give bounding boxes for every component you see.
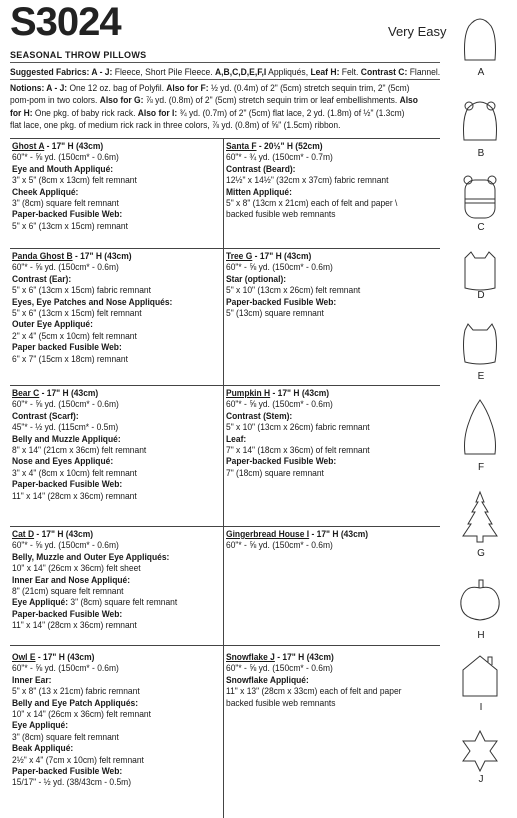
- suggested-fabrics: [10, 66, 441, 78]
- notions-text: One 12 oz. bag of Polyfil.: [67, 83, 167, 93]
- notions-also: for H:: [10, 107, 33, 118]
- grid-row-divider: [10, 385, 440, 386]
- item-heading: Inner Ear:: [12, 674, 52, 685]
- item-value: 3" (8cm) square felt remnant: [68, 597, 178, 608]
- panda-ghost-outline-icon: [457, 96, 503, 144]
- fabric-yardage: 60"* - ⅝ yd. (150cm* - 0.6m): [226, 399, 333, 410]
- item-heading: Cheek Appliqué:: [12, 186, 79, 197]
- notions-also: Also: [399, 95, 418, 106]
- view-letter: J: [478, 774, 484, 785]
- item-heading: Belly and Muzzle Appliqué:: [12, 433, 121, 444]
- item-heading: Star (optional):: [226, 273, 287, 284]
- item-value: 3" (8cm) square felt remnant: [12, 731, 119, 742]
- difficulty-label: Very Easy: [388, 24, 447, 39]
- item-value: 5" (13cm) square remnant: [226, 308, 324, 319]
- pumpkin-outline-icon: [457, 576, 503, 626]
- section-name: Pumpkin H: [226, 388, 271, 398]
- item-heading: Snowflake Appliqué:: [226, 674, 309, 685]
- section-tree-g: [226, 251, 423, 319]
- section-size: - 17" H (43cm): [270, 388, 330, 398]
- section-owl-e: [12, 652, 209, 789]
- snowflake-outline-icon: [457, 728, 503, 774]
- title-rule: [10, 62, 440, 63]
- item-heading: Leaf:: [226, 433, 247, 444]
- item-heading: Belly, Muzzle and Outer Eye Appliqués:: [12, 551, 170, 562]
- section-size: - 17" H (43cm): [44, 141, 104, 151]
- section-name: Panda Ghost B: [12, 251, 73, 261]
- ghost-outline-icon: [457, 14, 503, 64]
- section-size: - 17" H (43cm): [35, 652, 95, 662]
- item-heading: Paper-backed Fusible Web:: [12, 479, 123, 490]
- cat-outline-icon: [457, 248, 503, 294]
- item-heading: Eye Appliqué:: [12, 597, 69, 608]
- item-value: 3" x 5" (8cm x 13cm) felt remnant: [12, 175, 137, 186]
- tree-outline-icon: [457, 490, 503, 546]
- item-value: 10" x 14" (26cm x 36cm) felt sheet: [12, 563, 141, 574]
- suggested-bold: Leaf H:: [310, 67, 340, 77]
- section-panda-ghost-b: [12, 251, 209, 365]
- fabric-yardage: 60"* - ⅝ yd. (150cm* - 0.6m): [12, 262, 119, 273]
- item-value: 2½" x 4" (7cm x 10cm) felt remnant: [12, 754, 144, 765]
- notions-lead: Notions: A - J:: [10, 83, 68, 93]
- section-name: Gingerbread House I: [226, 529, 310, 539]
- item-heading: Paper backed Fusible Web:: [12, 342, 122, 353]
- section-size: - 17" H (43cm): [274, 652, 334, 662]
- notions-text: ½ yd. (0.4m) of 2" (5cm) stretch sequin trim, 2" (5cm): [208, 83, 410, 93]
- fabric-yardage: 60"* - ¾ yd. (150cm* - 0.7m): [226, 152, 333, 163]
- item-heading: Paper-backed Fusible Web:: [12, 766, 123, 777]
- section-name: Cat D: [12, 529, 35, 539]
- section-ghost-a: [12, 141, 209, 232]
- suggested-lead: Suggested Fabrics: A - J:: [10, 67, 113, 77]
- item-value: 10" x 14" (26cm x 36cm) felt remnant: [12, 709, 151, 720]
- suggested-bold: A,B,C,D,E,F,I: [214, 67, 267, 77]
- section-cat-d: [12, 529, 209, 632]
- notions-text: ¾ yd. (0.7m) of 2" (5cm) flat lace, 2 yd. (1.8m) of ½" (1.3cm): [177, 107, 405, 118]
- item-value: backed fusible web remnants: [226, 209, 336, 220]
- item-value: 6" x 7" (15cm x 18cm) remnant: [12, 353, 128, 364]
- santa-outline-icon: [457, 398, 503, 460]
- section-size: - 17" H (43cm): [34, 529, 94, 539]
- item-heading: Contrast (Scarf):: [12, 410, 79, 421]
- notions-text: ⅞ yd. (0.8m) of 2" (5cm) stretch sequin trim or leaf embellishments.: [143, 95, 400, 106]
- notions-also: Also for F:: [166, 83, 209, 93]
- item-value: 11" x 13" (28cm x 33cm) each of felt and paper: [226, 686, 402, 697]
- item-heading: Contrast (Beard):: [226, 163, 296, 174]
- section-bear-c: [12, 388, 209, 502]
- suggested-text: Flannel.: [407, 67, 441, 77]
- section-size: - 17" H (43cm): [252, 251, 312, 261]
- owl-outline-icon: [457, 318, 503, 368]
- item-value: 5" x 8" (13 x 21cm) fabric remnant: [12, 686, 140, 697]
- item-value: 5" x 10" (13cm x 26cm) felt remnant: [226, 285, 361, 296]
- view-letter: D: [477, 290, 485, 301]
- item-heading: Paper-backed Fusible Web:: [226, 456, 337, 467]
- section-name: Tree G: [226, 251, 253, 261]
- view-letter: H: [477, 630, 485, 641]
- pattern-title: SEASONAL THROW PILLOWS: [10, 50, 147, 60]
- item-value: 8" x 14" (21cm x 36cm) felt remnant: [12, 445, 147, 456]
- section-snowflake-j: [226, 652, 423, 709]
- view-letter: G: [477, 548, 485, 559]
- item-value: 5" x 8" (13cm x 21cm) each of felt and paper \: [226, 198, 398, 209]
- grid-column-divider: [223, 138, 224, 818]
- item-value: 8" (21cm) square felt remnant: [12, 586, 124, 597]
- item-value: 11" x 14" (28cm x 36cm) remnant: [12, 620, 137, 631]
- item-heading: Inner Ear and Nose Appliqué:: [12, 574, 131, 585]
- item-heading: Contrast (Stem):: [226, 410, 293, 421]
- pattern-number: S3024: [10, 0, 121, 44]
- item-heading: Contrast (Ear):: [12, 273, 72, 284]
- section-size: - 17" H (43cm): [72, 251, 132, 261]
- fabric-yardage: 60"* - ⅝ yd. (150cm* - 0.6m): [226, 540, 333, 551]
- suggested-rule: [10, 79, 440, 80]
- item-value: 7" x 14" (18cm x 36cm) of felt remnant: [226, 445, 370, 456]
- item-heading: Mitten Appliqué:: [226, 186, 292, 197]
- bear-outline-icon: [457, 172, 503, 222]
- item-value: 2" x 4" (5cm x 10cm) felt remnant: [12, 330, 137, 341]
- section-size: - 17" H (43cm): [309, 529, 369, 539]
- item-value: 5" x 6" (13cm x 15cm) remnant: [12, 220, 128, 231]
- item-heading: Eyes, Eye Patches and Nose Appliqués:: [12, 296, 173, 307]
- item-value: 45"* - ½ yd. (115cm* - 0.5m): [12, 422, 119, 433]
- section-name: Owl E: [12, 652, 36, 662]
- grid-row-divider: [10, 526, 440, 527]
- item-heading: Outer Eye Appliqué:: [12, 319, 93, 330]
- section-gingerbread-house-i: [226, 529, 423, 552]
- fabric-yardage: 60"* - ⅝ yd. (150cm* - 0.6m): [12, 152, 119, 163]
- item-value: 3" (8cm) square felt remnant: [12, 198, 119, 209]
- section-name: Ghost A: [12, 141, 45, 151]
- item-heading: Paper-backed Fusible Web:: [12, 608, 123, 619]
- section-size: - 20½" H (52cm): [256, 141, 323, 151]
- suggested-bold: Contrast C:: [360, 67, 408, 77]
- item-value: 7" (18cm) square remnant: [226, 467, 324, 478]
- item-value: 3" x 4" (8cm x 10cm) felt remnant: [12, 467, 137, 478]
- notions-block: [10, 82, 442, 131]
- fabric-yardage: 60"* - ⅝ yd. (150cm* - 0.6m): [12, 540, 119, 551]
- item-heading: Beak Appliqué:: [12, 743, 74, 754]
- view-letter: C: [477, 222, 485, 233]
- view-letter: F: [477, 462, 485, 473]
- notions-text: pom-pom in two colors.: [10, 95, 100, 106]
- item-value: 15/17" - ½ yd. (38/43cm - 0.5m): [12, 777, 132, 788]
- fabric-yardage: 60"* - ⅝ yd. (150cm* - 0.6m): [12, 663, 119, 674]
- house-outline-icon: [457, 652, 503, 700]
- view-letter: A: [477, 67, 485, 78]
- item-value: backed fusible web remnants: [226, 697, 336, 708]
- notions-text: One pkg. of baby rick rack.: [32, 107, 138, 118]
- grid-row-divider: [10, 645, 440, 646]
- section-pumpkin-h: [226, 388, 423, 479]
- item-heading: Eye and Mouth Appliqué:: [12, 163, 114, 174]
- view-letter: I: [479, 702, 483, 713]
- item-heading: Paper-backed Fusible Web:: [12, 209, 123, 220]
- section-name: Bear C: [12, 388, 40, 398]
- notions-also: Also for G:: [99, 95, 144, 106]
- notions-also: Also for I:: [137, 107, 178, 118]
- section-santa-f: [226, 141, 423, 221]
- grid-row-divider: [10, 248, 440, 249]
- suggested-text: Felt.: [339, 67, 361, 77]
- item-heading: Belly and Eye Patch Appliqués:: [12, 697, 139, 708]
- suggested-text: Fleece, Short Pile Fleece.: [112, 67, 215, 77]
- section-name: Snowflake J: [226, 652, 275, 662]
- fabric-yardage: 60"* - ⅝ yd. (150cm* - 0.6m): [226, 262, 333, 273]
- item-value: 12½" x 14½" (32cm x 37cm) fabric remnant: [226, 175, 389, 186]
- item-heading: Nose and Eyes Appliqué:: [12, 456, 114, 467]
- item-heading: Eye Appliqué:: [12, 720, 69, 731]
- section-name: Santa F: [226, 141, 257, 151]
- fabric-yardage: 60"* - ⅝ yd. (150cm* - 0.6m): [12, 399, 119, 410]
- item-value: 5" x 6" (13cm x 15cm) fabric remnant: [12, 285, 151, 296]
- view-letter: E: [477, 371, 485, 382]
- item-value: 5" x 10" (13cm x 26cm) fabric remnant: [226, 422, 370, 433]
- item-value: 5" x 6" (13cm x 15cm) felt remnant: [12, 308, 142, 319]
- item-heading: Paper-backed Fusible Web:: [226, 296, 337, 307]
- fabric-yardage: 60"* - ⅝ yd. (150cm* - 0.6m): [226, 663, 333, 674]
- section-size: - 17" H (43cm): [39, 388, 99, 398]
- notions-text: flat lace, one pkg. of medium rick rack in three colors, ⅞ yd. (0.8m) of ⅝" (1.5cm) ribbon.: [10, 119, 341, 130]
- item-value: 11" x 14" (28cm x 36cm) remnant: [12, 490, 137, 501]
- suggested-text: Appliqués,: [266, 67, 311, 77]
- view-letter: B: [477, 148, 485, 159]
